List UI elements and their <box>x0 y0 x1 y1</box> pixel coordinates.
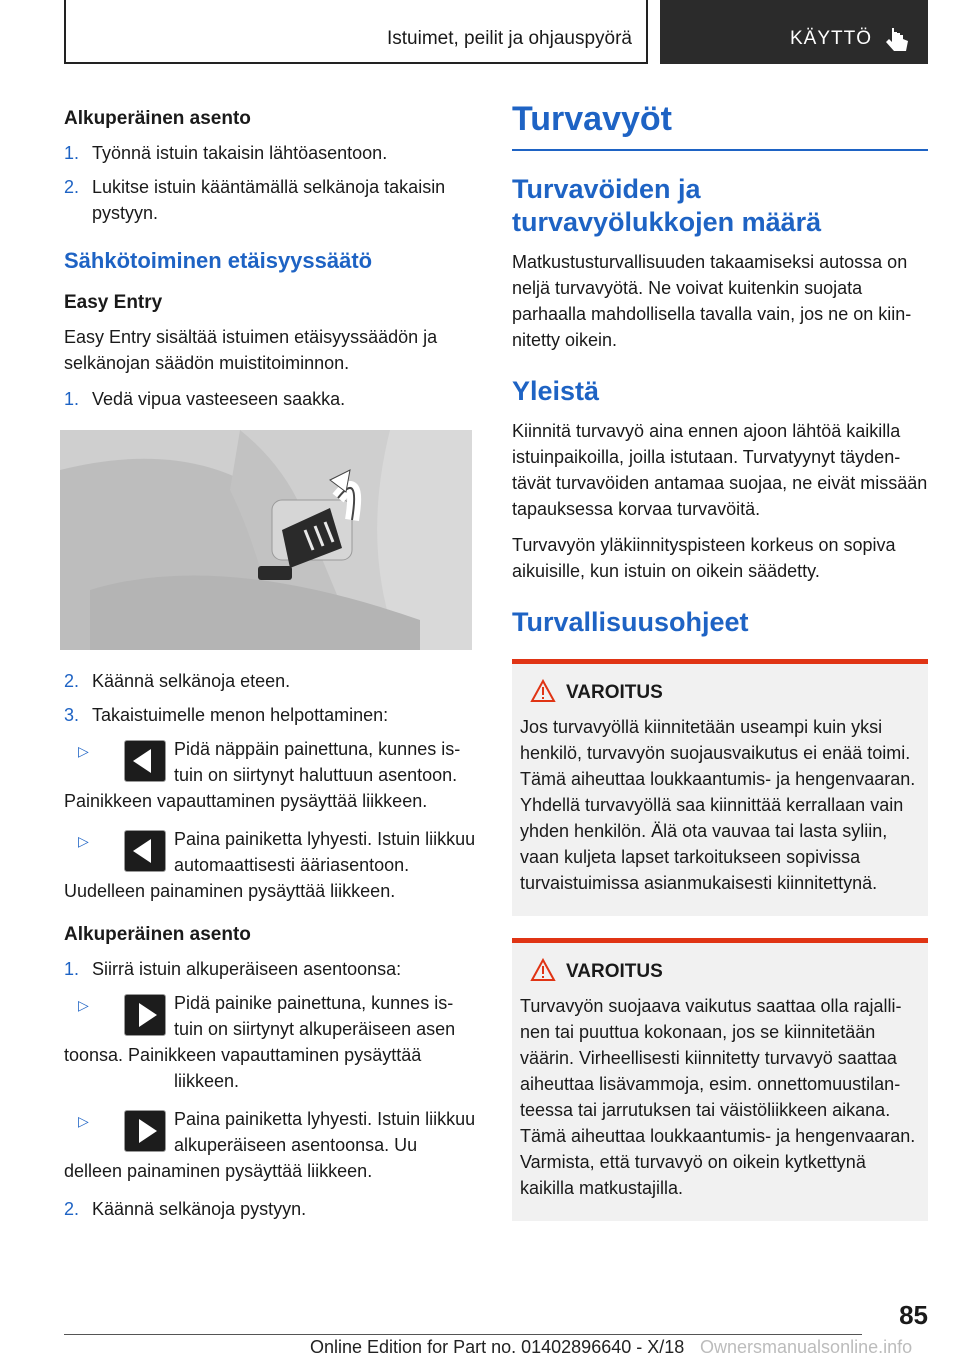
bullet-text: Paina painiketta lyhyesti. Istuin liikkuu alkuperäiseen asentoonsa. Uu <box>174 1109 476 1155</box>
list-text: Siirrä istuin alkuperäiseen asentoonsa: <box>92 959 402 979</box>
list-text: Työnnä istuin takaisin lähtöasentoon. <box>92 143 388 163</box>
list-number: 1. <box>64 143 80 163</box>
warning-text: Turvavyön suojaava vaikutus saattaa olla rajallinen tai puuttua kokonaan, jos se kiinnitetään väärin. Virheellisesti kiinnitetty turvavyö saattaa aiheuttaa lisävammoja, esim. onnettomuustilanteessa tai jarrutuksen tai väistöliikkeen aikana. Tämä aiheuttaa loukkaantumis- ja hengenvaaran. Varmista, että turvavyö on oikein kytkettynä kaikilla matkustajilla. <box>520 996 916 1198</box>
page-number: 85 <box>899 1300 928 1330</box>
footer-divider <box>64 1334 862 1335</box>
button-right-icon <box>124 994 166 1036</box>
subheading-original-position: Alkuperäinen asento <box>64 108 251 129</box>
bullet-mark: ▷ <box>78 833 89 849</box>
subheading-original-position: Alkuperäinen asento <box>64 924 251 945</box>
button-left-icon <box>124 740 166 782</box>
page-title: Turvavyöt <box>512 100 928 151</box>
heading-general: Yleistä <box>512 376 600 406</box>
warning-header <box>566 961 920 983</box>
seat-lever-photo <box>60 430 472 650</box>
subheading-easy-entry: Easy Entry <box>64 292 163 313</box>
left-column <box>64 100 476 1230</box>
bullet-text: toonsa. Painikkeen vapauttaminen pysäyttää liikkeen. <box>64 1045 422 1091</box>
bullet-mark: ▷ <box>78 997 89 1013</box>
list-item <box>64 668 476 694</box>
list-number: 3. <box>64 705 80 725</box>
list-item <box>64 1196 476 1222</box>
bullet-item <box>64 736 476 814</box>
bullet-text: delleen painaminen pysäyttää liikkeen. <box>64 1161 373 1181</box>
bullet-text: Pidä painike painettuna, kunnes istuin on siirtynyt alkuperäiseen asen <box>174 993 456 1039</box>
general-paragraph-2: Turvavyön yläkiinnityspisteen korkeus on sopiva aikuisille, kun istuin on oikein säädetty. <box>512 535 896 581</box>
bullet-mark: ▷ <box>78 1113 89 1129</box>
list-text: Käännä selkänoja eteen. <box>92 671 291 691</box>
footer-watermark: Ownersmanualsonline.info <box>700 1337 913 1357</box>
warning-triangle-icon <box>530 958 556 982</box>
chapter-label: KÄYTTÖ <box>790 28 873 49</box>
warning-box <box>512 938 928 1221</box>
chapter-tab <box>660 0 928 64</box>
list-text: Käännä selkänoja pystyyn. <box>92 1199 307 1219</box>
list-item <box>64 140 476 166</box>
belt-count-paragraph: Matkustusturvallisuuden takaamiseksi autossa on neljä turvavyötä. Ne voivat kuitenkin suojata parhaalla mahdollisella tavalla vain, jos ne on kiinnitetty oikein. <box>512 252 912 350</box>
list-text: Vedä vipua vasteeseen saakka. <box>92 389 346 409</box>
general-paragraph-1: Kiinnitä turvavyö aina ennen ajoon lähtöä kaikilla istuinpaikoilla, joilla istutaan. Turvatyynyt täydentävät turvavöiden antamaa suojaa, ne eivät missään tapauksessa korvaa turvavöitä. <box>512 421 928 519</box>
list-number: 2. <box>64 177 80 197</box>
list-number: 2. <box>64 1199 80 1219</box>
header-section-box <box>64 0 648 64</box>
bullet-text: Paina painiketta lyhyesti. Istuin liikkuu automaattisesti ääriasentoon. <box>174 829 476 875</box>
button-right-icon <box>124 1110 166 1152</box>
bullet-item <box>64 826 476 904</box>
warning-box <box>512 659 928 916</box>
list-item <box>64 174 476 226</box>
warning-label: VAROITUS <box>566 682 663 703</box>
hand-pointer-icon <box>882 24 912 54</box>
heading-safety: Turvallisuusohjeet <box>512 607 749 637</box>
bullet-item <box>64 1106 476 1184</box>
list-number: 1. <box>64 959 80 979</box>
heading-power-adjustment: Sähkötoiminen etäisyyssäätö <box>64 248 373 273</box>
right-column <box>512 100 928 1221</box>
warning-triangle-icon <box>530 679 556 703</box>
list-item <box>64 386 476 412</box>
list-number: 2. <box>64 671 80 691</box>
warning-label: VAROITUS <box>566 961 663 982</box>
easy-entry-paragraph: Easy Entry sisältää istuimen etäisyyssäädön ja selkänojan säädön muistitoiminnon. <box>64 327 438 373</box>
bullet-text: Painikkeen vapauttaminen pysäyttää liikkeen. <box>64 791 428 811</box>
bullet-text: Pidä näppäin painettuna, kunnes istuin on siirtynyt haluttuun asentoon. <box>174 739 461 785</box>
bullet-item <box>64 990 476 1094</box>
bullet-mark: ▷ <box>78 743 89 759</box>
footer-edition: Online Edition for Part no. 01402896640 - X/18 <box>310 1337 685 1357</box>
heading-belt-count: Turvavöiden ja turvavyölukkojen määrä <box>512 174 822 237</box>
list-text: Lukitse istuin kääntämällä selkänoja takaisin pystyyn. <box>92 177 446 223</box>
list-text: Takaistuimelle menon helpottaminen: <box>92 705 389 725</box>
list-item <box>64 702 476 728</box>
bullet-text: Uudelleen painaminen pysäyttää liikkeen. <box>64 881 396 901</box>
button-left-icon <box>124 830 166 872</box>
list-number: 1. <box>64 389 80 409</box>
warning-header <box>566 682 920 704</box>
section-title: Istuimet, peilit ja ohjauspyörä <box>386 28 632 49</box>
warning-text: Jos turvavyöllä kiinnitetään useampi kuin yksi henkilö, turvavyön suojausvaikutus ei enää toimi. Tämä aiheuttaa loukkaantumis- ja hengenvaaran. Yhdellä turvavyöllä saa kiinnittää kerrallaan vain yhden henkilön. Älä ota vauvaa tai lasta syliin, vaan kuljeta lapset tarkoitukseen sopivissa turvaistuimissa asianmukaisesti kiinnitettynä. <box>520 717 916 893</box>
list-item <box>64 956 476 982</box>
